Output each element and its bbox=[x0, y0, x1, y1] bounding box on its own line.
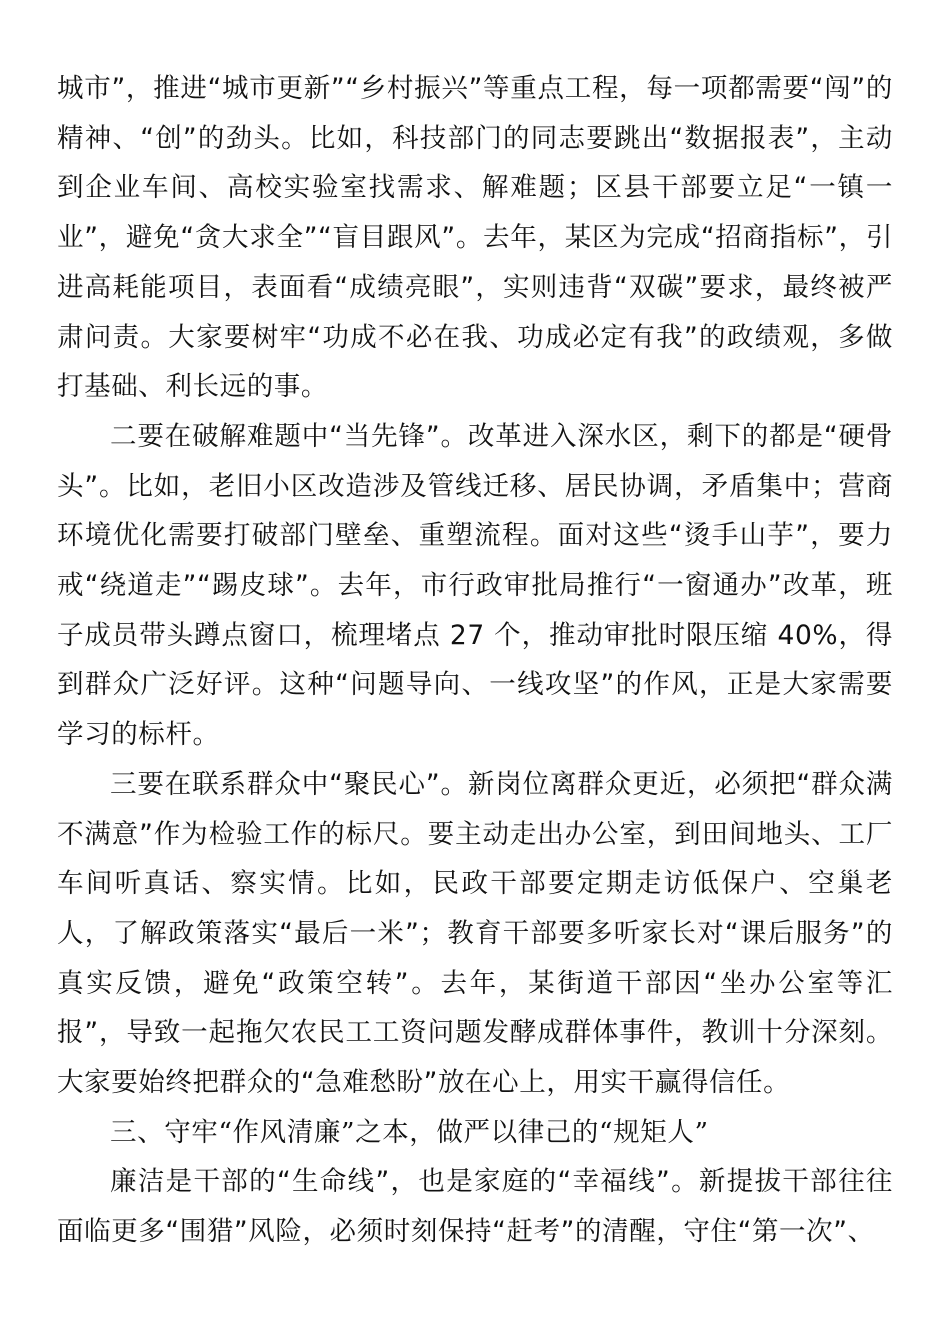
section-heading: 三、守牢“作风清廉”之本，做严以律己的“规矩人” bbox=[110, 1116, 709, 1148]
paragraph-solve-problems: 二要在破解难题中“当先锋”。改革进入深水区，剩下的都是“硬骨头”。比如，老旧小区改造涉及管线迁移、居民协调，矛盾集中；营商环境优化需要打破部门壁垒、重塑流程。面对这些“烫手山芋”，要力戒“绕道走”“踢皮球”。去年，市行政审批局推行“一窗通办”改革，班子成员带头蹲点窗口，梳理堵点 27 个，推动审批时限压缩 40%，得到群众广泛好评。这种“问题导向、一线攻坚”的作风，正是大家需要学习的标杆。 bbox=[57, 420, 893, 751]
paragraph-integrity: 廉洁是干部的“生命线”，也是家庭的“幸福线”。新提拔干部往往面临更多“围猎”风险，必须时刻保持“赶考”的清醒，守住“第一次”、 bbox=[57, 1166, 893, 1248]
paragraph-connect-masses: 三要在联系群众中“聚民心”。新岗位离群众更近，必须把“群众满不满意”作为检验工作的标尺。要主动走出办公室，到田间地头、工厂车间听真话、察实情。比如，民政干部要定期走访低保户、空巢老人，了解政策落实“最后一米”；教育干部要多听家长对“课后服务”的真实反馈，避免“政策空转”。去年，某街道干部因“坐办公室等汇报”，导致一起拖欠农民工工资问题发酵成群体事件，教训十分深刻。大家要始终把群众的“急难愁盼”放在心上，用实干赢得信任。 bbox=[57, 768, 893, 1099]
document-page bbox=[57, 64, 893, 1257]
paragraph-continuation: 城市”，推进“城市更新”“乡村振兴”等重点工程，每一项都需要“闯”的精神、“创”的劲头。比如，科技部门的同志要跳出“数据报表”，主动到企业车间、高校实验室找需求、解难题；区县干部要立足“一镇一业”，避免“贪大求全”“盲目跟风”。去年，某区为完成“招商指标”，引进高耗能项目，表面看“成绩亮眼”，实则违背“双碳”要求，最终被严肃问责。大家要树牢“功成不必在我、功成必定有我”的政绩观，多做打基础、利长远的事。 bbox=[57, 73, 893, 403]
